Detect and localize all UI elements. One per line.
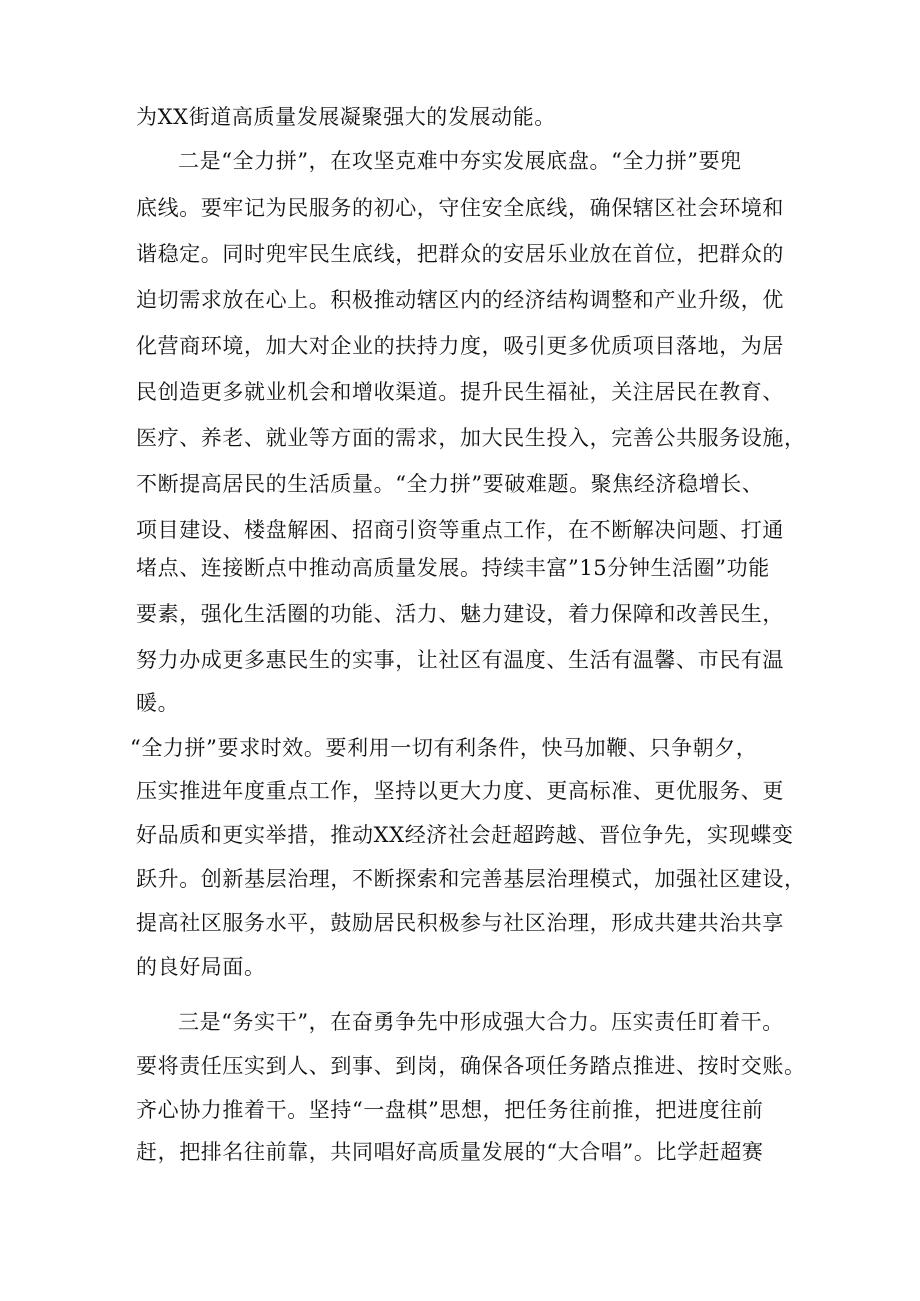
text-line: 医疗、养老、就业等方面的需求，加大民生投入，完善公共服务设施， xyxy=(136,426,806,450)
text-line: 迫切需求放在心上。积极推动辖区内的经济结构调整和产业升级，优 xyxy=(136,288,784,312)
text-line: 努力办成更多惠民生的实事，让社区有温度、生活有温馨、市民有温 xyxy=(136,648,784,672)
text-line: “全力拼”要求时效。要利用一切有利条件，快马加鞭、只争朝夕， xyxy=(130,736,758,760)
text-line: 齐心协力推着干。坚持“一盘棋”思想，把任务往前推，把进度往前 xyxy=(136,1098,764,1122)
text-line: 为XX街道高质量发展凝聚强大的发展动能。 xyxy=(136,105,556,129)
text-line: 三是“务实干”，在奋勇争先中形成强大合力。压实责任盯着干。 xyxy=(178,1010,784,1034)
text-line: 提高社区服务水平，鼓励居民积极参与社区治理，形成共建共治共享 xyxy=(136,911,784,935)
text-line: 民创造更多就业机会和增收渠道。提升民生福祉，关注居民在教育、 xyxy=(136,380,784,404)
text-line: 化营商环境，加大对企业的扶持力度，吸引更多优质项目落地，为居 xyxy=(136,334,784,358)
text-line: 二是“全力拼”，在攻坚克难中夯实发展底盘。“全力拼”要兜 xyxy=(178,149,742,173)
text-line: 底线。要牢记为民服务的初心，守住安全底线，确保辖区社会环境和 xyxy=(136,196,784,220)
text-line: 暖。 xyxy=(136,691,180,715)
text-line: 压实推进年度重点工作，坚持以更大力度、更高标准、更优服务、更 xyxy=(136,779,784,803)
text-line: 的良好局面。 xyxy=(136,955,266,979)
text-line: 项目建设、楼盘解困、招商引资等重点工作，在不断解决问题、打通 xyxy=(136,518,784,542)
text-line: 谐稳定。同时兜牢民生底线，把群众的安居乐业放在首位，把群众的 xyxy=(136,242,784,266)
text-line: 跃升。创新基层治理，不断探索和完善基层治理模式，加强社区建设， xyxy=(136,867,806,891)
text-line: 堵点、连接断点中推动高质量发展。持续丰富”15分钟生活圈”功能 xyxy=(136,556,770,580)
text-line: 要素，强化生活圈的功能、活力、魅力建设，着力保障和改善民生， xyxy=(136,602,784,626)
text-line: 赶，把排名往前靠，共同唱好高质量发展的“大合唱”。比学赶超赛 xyxy=(136,1140,764,1164)
text-line: 不断提高居民的生活质量。“全力拼”要破难题。聚焦经济稳增长、 xyxy=(136,472,764,496)
text-line: 要将责任压实到人、到事、到岗，确保各项任务踏点推进、按时交账。 xyxy=(136,1054,806,1078)
text-line: 好品质和更实举措，推动XX经济社会赶超跨越、晋位争先，实现蝶变 xyxy=(136,823,794,847)
